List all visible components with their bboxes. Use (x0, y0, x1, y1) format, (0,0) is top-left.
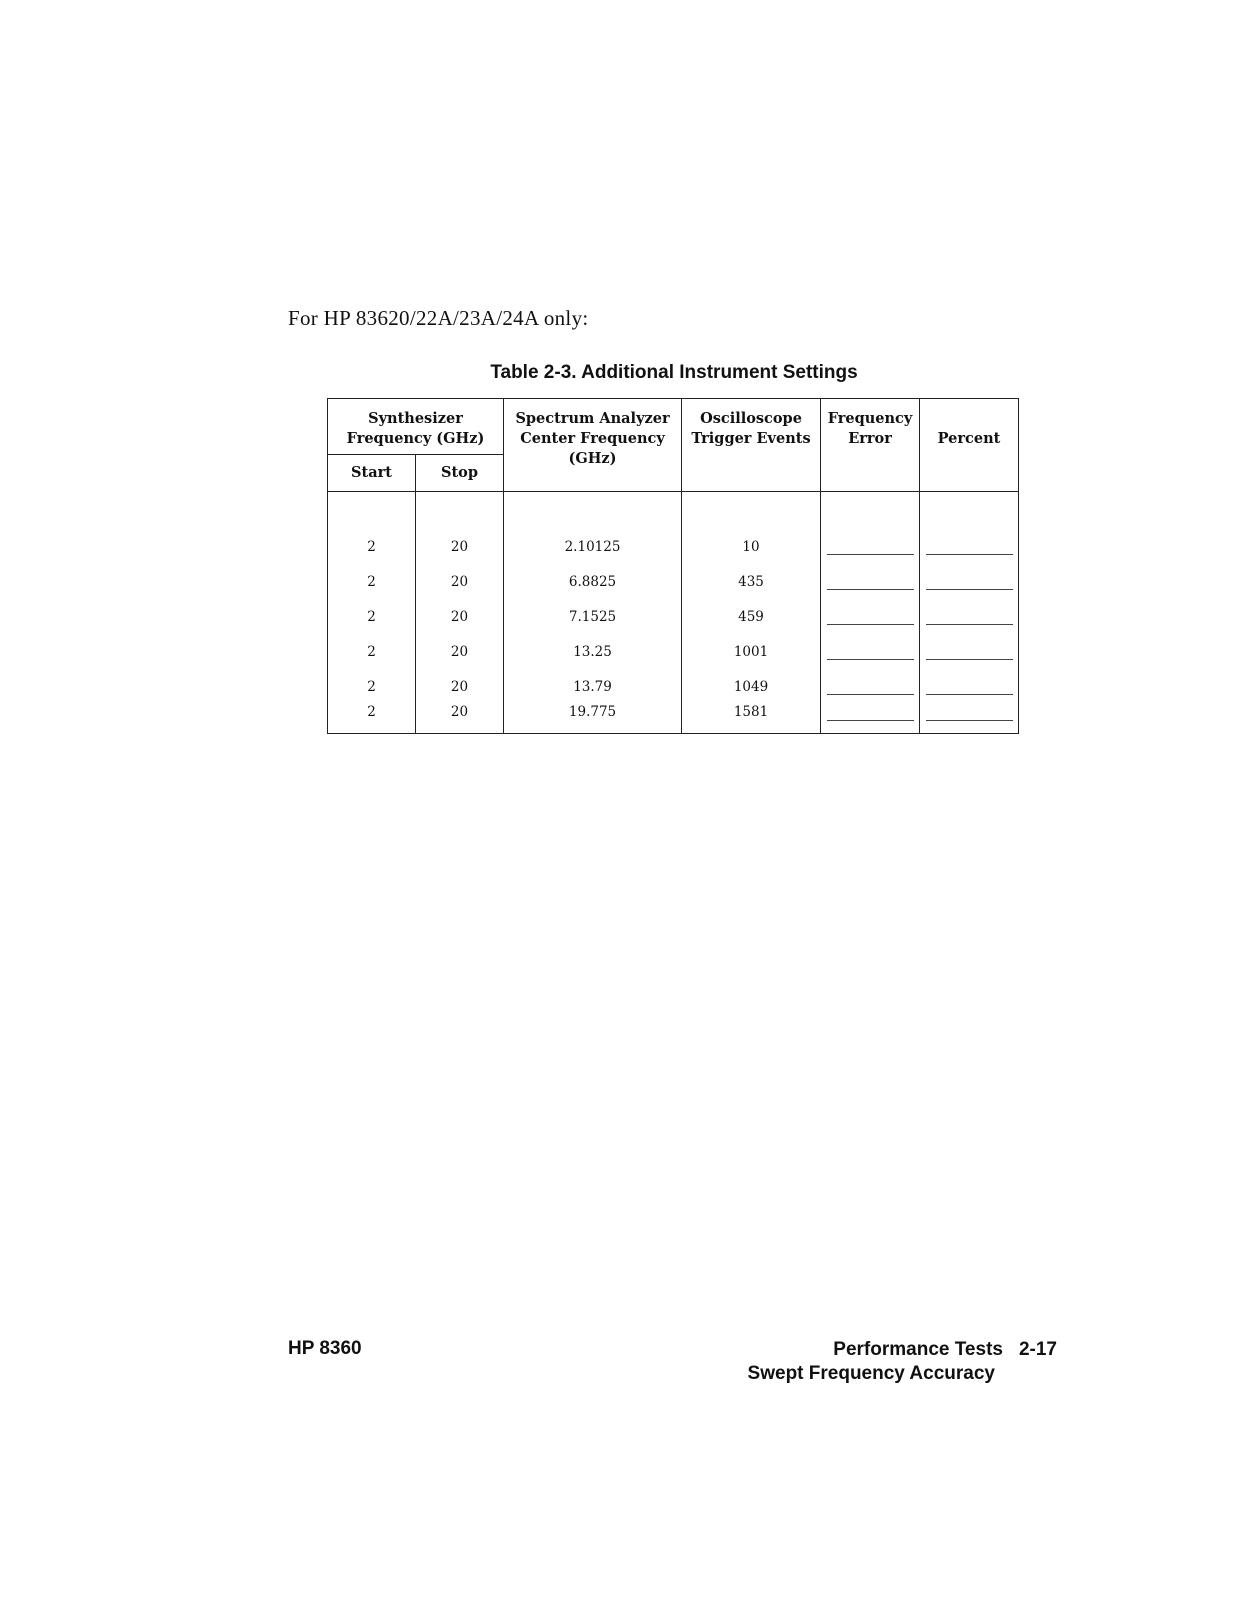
cell-percent-blank[interactable] (920, 669, 1019, 704)
fill-in-line (827, 679, 914, 695)
cell-percent-blank[interactable] (920, 529, 1019, 564)
cell-stop: 20 (416, 599, 504, 634)
cell-frequency-error-blank[interactable] (821, 564, 920, 599)
header-percent-label: Percent (937, 430, 1001, 447)
footer-page-number: 2-17 (1018, 1339, 1057, 1360)
cell-trigger-events: 1001 (682, 634, 821, 669)
table-title: Table 2-3. Additional Instrument Settings (490, 362, 858, 383)
table-row (328, 529, 1019, 564)
table-row (328, 634, 1019, 669)
cell-center-frequency: 19.775 (504, 704, 682, 734)
cell-start: 2 (328, 669, 416, 704)
cell-percent-blank[interactable] (920, 564, 1019, 599)
header-stop: Stop (416, 455, 504, 492)
cell-trigger-events: 1581 (682, 704, 821, 734)
fill-in-line (926, 705, 1013, 721)
cell-frequency-error-blank[interactable] (821, 529, 920, 564)
header-ferr-line1: Frequency (827, 410, 913, 427)
footer-model: HP 8360 (288, 1338, 362, 1359)
settings-table-container (327, 398, 1018, 734)
cell-trigger-events: 435 (682, 564, 821, 599)
header-synthesizer-frequency (328, 399, 504, 455)
table-spacer-row (328, 492, 1019, 530)
fill-in-line (926, 679, 1013, 695)
header-trigger-events (682, 399, 821, 492)
table-row (328, 669, 1019, 704)
cell-start: 2 (328, 634, 416, 669)
cell-percent-blank[interactable] (920, 634, 1019, 669)
fill-in-line (926, 539, 1013, 555)
header-ferr-line2: Error (848, 430, 892, 447)
cell-center-frequency: 6.8825 (504, 564, 682, 599)
footer-subsection: Swept Frequency Accuracy (747, 1363, 995, 1384)
fill-in-line (827, 644, 914, 660)
fill-in-line (926, 644, 1013, 660)
header-center-frequency (504, 399, 682, 492)
cell-center-frequency: 13.79 (504, 669, 682, 704)
cell-stop: 20 (416, 669, 504, 704)
cell-trigger-events: 1049 (682, 669, 821, 704)
footer-section: Performance Tests (833, 1339, 1003, 1360)
cell-frequency-error-blank[interactable] (821, 634, 920, 669)
cell-start: 2 (328, 599, 416, 634)
fill-in-line (827, 705, 914, 721)
cell-stop: 20 (416, 529, 504, 564)
intro-text: For HP 83620/22A/23A/24A only: (288, 306, 589, 330)
cell-frequency-error-blank[interactable] (821, 704, 920, 734)
table-row (328, 704, 1019, 734)
cell-trigger-events: 459 (682, 599, 821, 634)
cell-percent-blank[interactable] (920, 704, 1019, 734)
fill-in-line (926, 574, 1013, 590)
cell-center-frequency: 7.1525 (504, 599, 682, 634)
fill-in-line (926, 609, 1013, 625)
fill-in-line (827, 574, 914, 590)
cell-center-frequency: 2.10125 (504, 529, 682, 564)
header-sa-line3: (GHz) (568, 450, 617, 467)
cell-center-frequency: 13.25 (504, 634, 682, 669)
footer-running-head (748, 1338, 1057, 1386)
cell-frequency-error-blank[interactable] (821, 669, 920, 704)
cell-stop: 20 (416, 564, 504, 599)
table-row (328, 564, 1019, 599)
header-sa-line2: Center Frequency (520, 430, 665, 447)
header-synth-line2: Frequency (GHz) (346, 430, 485, 447)
cell-frequency-error-blank[interactable] (821, 599, 920, 634)
header-percent (920, 399, 1019, 492)
header-frequency-error (821, 399, 920, 492)
cell-trigger-events: 10 (682, 529, 821, 564)
header-start: Start (328, 455, 416, 492)
cell-start: 2 (328, 564, 416, 599)
settings-table (327, 398, 1019, 734)
header-synth-line1: Synthesizer (368, 410, 463, 427)
cell-start: 2 (328, 529, 416, 564)
cell-percent-blank[interactable] (920, 599, 1019, 634)
cell-stop: 20 (416, 704, 504, 734)
fill-in-line (827, 539, 914, 555)
table-row (328, 599, 1019, 634)
header-sa-line1: Spectrum Analyzer (515, 410, 670, 427)
fill-in-line (827, 609, 914, 625)
header-osc-line1: Oscilloscope (700, 410, 802, 427)
cell-stop: 20 (416, 634, 504, 669)
header-osc-line2: Trigger Events (691, 430, 811, 447)
cell-start: 2 (328, 704, 416, 734)
